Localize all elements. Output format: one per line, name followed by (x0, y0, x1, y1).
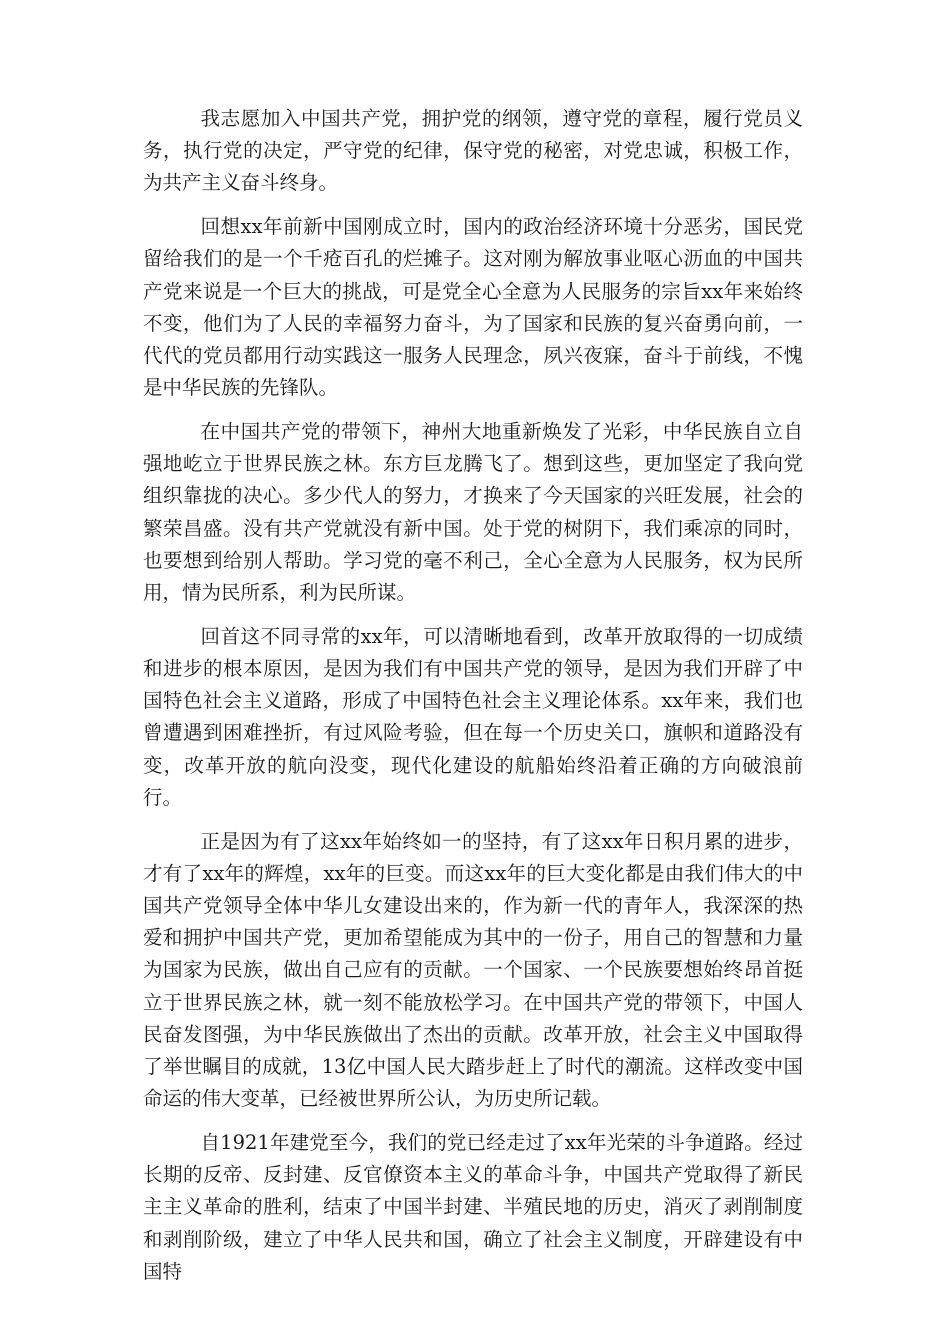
paragraph-1: 我志愿加入中国共产党，拥护党的纲领，遵守党的章程，履行党员义务，执行党的决定，严守党的纪律，保守党的秘密，对党忠诚，积极工作，为共产主义奋斗终身。 (143, 107, 803, 195)
paragraph-4: 回首这不同寻常的xx年，可以清晰地看到，改革开放取得的一切成绩和进步的根本原因，是因为我们有中国共产党的领导，是因为我们开辟了中国特色社会主义道路，形成了中国特色社会主义理论体系。xx年来，我们也曾遭遇到困难挫折，有过风险考验，但在每一个历史关口，旗帜和道路没有变，改革开放的航向没变，现代化建设的航船始终沿着正确的方向破浪前行。 (143, 624, 803, 809)
document-body (143, 103, 803, 1300)
paragraph-5: 正是因为有了这xx年始终如一的坚持，有了这xx年日积月累的进步，才有了xx年的辉煌，xx年的巨变。而这xx年的巨大变化都是由我们伟大的中国共产党领导全体中华儿女建设出来的，作为新一代的青年人，我深深的热爱和拥护中国共产党，更加希望能成为其中的一份子，用自己的智慧和力量为国家为民族，做出自己应有的贡献。一个国家、一个民族要想始终昂首挺立于世界民族之林，就一刻不能放松学习。在中国共产党的带领下，中国人民奋发图强，为中华民族做出了杰出的贡献。改革开放，社会主义中国取得了举世瞩目的成就，13亿中国人民大踏步赶上了时代的潮流。这样改变中国命运的伟大变革，已经被世界所公认，为历史所记载。 (143, 829, 803, 1111)
paragraph-6: 自1921年建党至今，我们的党已经走过了xx年光荣的斗争道路。经过长期的反帝、反封建、反官僚资本主义的革命斗争，中国共产党取得了新民主主义革命的胜利，结束了中国半封建、半殖民地的历史，消灭了剥削制度和剥削阶级，建立了中华人民共和国，确立了社会主义制度，开辟建设有中国特 (143, 1131, 803, 1283)
paragraph-3: 在中国共产党的带领下，神州大地重新焕发了光彩，中华民族自立自强地屹立于世界民族之林。东方巨龙腾飞了。想到这些，更加坚定了我向党组织靠拢的决心。多少代人的努力，才换来了今天国家的兴旺发展，社会的繁荣昌盛。没有共产党就没有新中国。处于党的树阴下，我们乘凉的同时，也要想到给别人帮助。学习党的毫不利己，全心全意为人民服务，权为民所用，情为民所系，利为民所谋。 (143, 420, 803, 605)
paragraph-2: 回想xx年前新中国刚成立时，国内的政治经济环境十分恶劣，国民党留给我们的是一个千疮百孔的烂摊子。这对刚为解放事业呕心沥血的中国共产党来说是一个巨大的挑战，可是党全心全意为人民服务的宗旨xx年来始终不变，他们为了人民的幸福努力奋斗，为了国家和民族的复兴奋勇向前，一代代的党员都用行动实践这一服务人民理念，夙兴夜寐，奋斗于前线，不愧是中华民族的先锋队。 (143, 215, 803, 400)
